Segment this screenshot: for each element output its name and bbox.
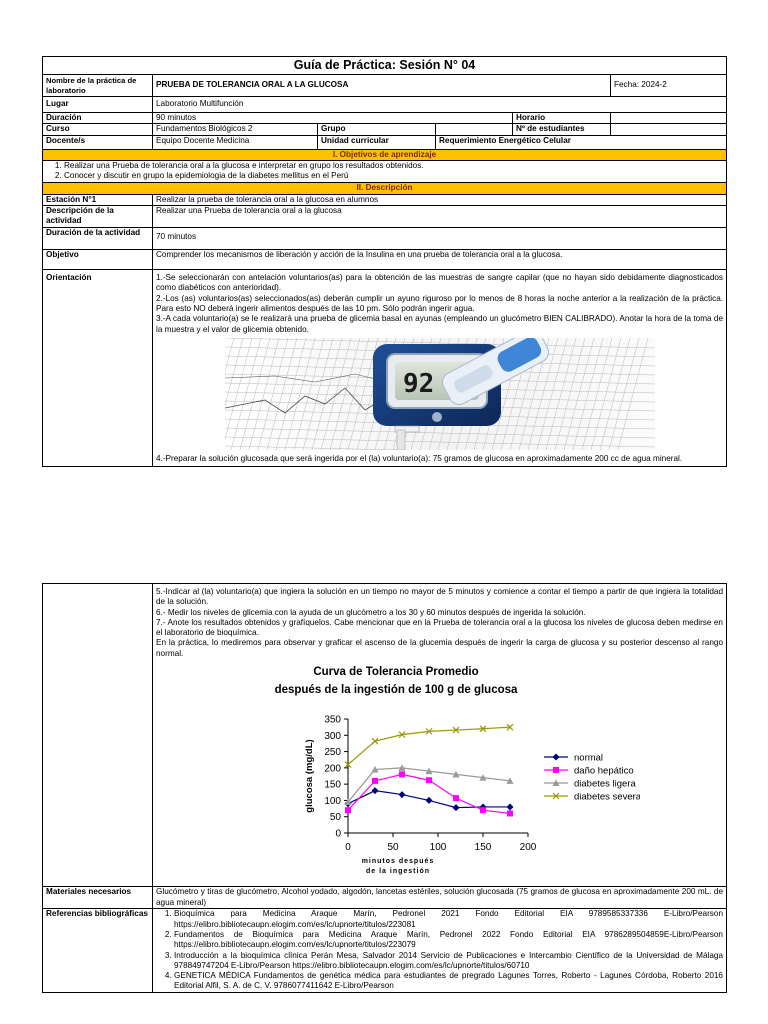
data-point-0 <box>425 797 432 804</box>
nombre-label: Nombre de la práctica de laboratorio <box>43 75 153 97</box>
data-point-1 <box>453 795 459 801</box>
data-point-1 <box>345 807 351 813</box>
materiales-value: Glucómetro y tiras de glucómetro, Alcohol yodado, algodón, lancetas estériles, solución glucosada (75 gramos de glucosa en aproximadamente 200 mL. de agua mineral) <box>153 887 727 909</box>
estacion-value: Realizar la prueba de tolerancia oral a la glucosa en alumnos <box>153 194 727 205</box>
y-tick-label: 150 <box>323 779 341 791</box>
chart-title: Curva de Tolerancia Promedio <box>312 666 479 679</box>
curso-label: Curso <box>43 124 153 135</box>
glucose-chart <box>240 661 640 886</box>
estacion-label: Estación N°1 <box>43 194 153 205</box>
practice-name: PRUEBA DE TOLERANCIA ORAL A LA GLUCOSA <box>153 75 611 97</box>
docente-value: Equipo Docente Medicina <box>153 135 318 149</box>
orientacion-step-3: 3.-A cada voluntario(a) se le realizará una prueba de glicemia basal en ayunas (empleando un glucómetro BIEN CALIBRADO). Anotar la hora de la toma de la muestra y el valor de glicemia obtenido. <box>156 314 724 334</box>
reference-item: 2. Fundamentos de Bioquímica para Medicina Araque Marín, Pedronel 2022 Fondo Editorial EIA 9786289504859E-Libro/Pearson https://elibro.bibliotecaupn.elogim.com/es/lc/upnorte/titulos/223079 <box>174 930 723 951</box>
duracion-label: Duración <box>43 113 153 124</box>
legend-label-0: normal <box>573 752 603 764</box>
y-tick-label: 200 <box>323 763 341 775</box>
legend-label-2: diabetes ligera <box>573 778 636 790</box>
lugar-value: Laboratorio Multifunción <box>153 97 727 113</box>
unidad-label: Unidad curricular <box>318 135 436 149</box>
data-point-1 <box>426 777 432 783</box>
objetivos-list <box>43 160 727 183</box>
duracion-actividad-value: 70 minutos <box>153 228 727 250</box>
lugar-label: Lugar <box>43 97 153 113</box>
practice-guide-table-continued <box>42 583 727 993</box>
data-point-1 <box>372 778 378 784</box>
y-tick-label: 300 <box>323 730 341 742</box>
y-tick-label: 0 <box>334 828 341 840</box>
x-axis-label-line2: de la ingestión <box>365 868 430 876</box>
objetivo-label: Objetivo <box>43 250 153 270</box>
orientacion-step-5: 5.-Indicar al (la) voluntario(a) que ingiera la solución en un tiempo no mayor de 5 minutos y comience a contar el tiempo a partir de que ingiera la totalidad de la solución. <box>156 587 723 607</box>
continued-label <box>43 584 153 887</box>
practice-guide-table <box>42 56 727 467</box>
meter-reading: 92 <box>402 368 434 399</box>
data-point-0 <box>452 804 459 811</box>
x-tick-label: 150 <box>474 842 491 854</box>
x-tick-label: 100 <box>429 842 446 854</box>
data-point-0 <box>371 787 378 794</box>
curso-value: Fundamentos Biológicos 2 <box>153 124 318 135</box>
data-point-1 <box>480 807 486 813</box>
data-point-0 <box>398 791 405 798</box>
objetivo-value: Comprender los mecanismos de liberación y acción de la Insulina en una prueba de tolerancia oral a la glucosa. <box>153 250 727 270</box>
materiales-label: Materiales necesarios <box>43 887 153 909</box>
data-point-1 <box>399 771 405 777</box>
objetivo-item: 2. Conocer y discutir en grupo la epidemiologia de la diabetes mellitus en el Perú <box>64 171 723 181</box>
orientacion-note: En la práctica, lo mediremos para observar y graficar el ascenso de la glucemia después de ingerir la carga de glucosa y su posterior descenso al rango normal. <box>156 638 723 658</box>
descripcion-heading: II. Descripción <box>43 183 727 194</box>
series-line-3 <box>348 727 510 764</box>
data-point-1 <box>507 811 513 817</box>
y-tick-label: 100 <box>323 796 341 808</box>
referencias-label: Referencias bibliográficas <box>43 909 153 992</box>
duracion-value: 90 minutos <box>153 113 513 124</box>
y-tick-label: 350 <box>323 714 341 726</box>
reference-item: 3. Introducción a la bioquímica clínica Perán Mesa, Salvador 2014 Servicio de Publicaciones e Intercambio Científico de la Universidad de Málaga 978849747204 E-Libro/Pearson https://elibro.bibliotecaupn.elogim.com/es/lc/upnorte/titulos/60710 <box>174 951 723 972</box>
actividad-value: Realizar una Prueba de tolerancia oral a la glucosa <box>153 206 727 228</box>
reference-item: 4. GENETICA MÉDICA Fundamentos de genética médica para estudiantes de pregrado Lagunes Torres, Roberto - Lagunes Córdoba, Roberto 2016 Editorial Alfil, S. A. de C. V. 9786077411642 E-Libro/Pearson <box>174 971 723 992</box>
legend-marker-1 <box>553 767 559 773</box>
estudiantes-label: Nº de estudiantes <box>513 124 611 135</box>
orientacion-label: Orientación <box>43 270 153 467</box>
y-tick-label: 50 <box>329 812 341 824</box>
orientacion-step-6: 6.- Medir los niveles de glicemia con la ayuda de un glucómetro a los 30 y 60 minutos después de ingerida la solución. <box>156 607 586 617</box>
duracion-actividad-label: Duración de la actividad <box>43 228 153 250</box>
data-point-0 <box>506 804 513 811</box>
x-tick-label: 50 <box>386 842 399 854</box>
actividad-label: Descripción de la actividad <box>43 206 153 228</box>
horario-label: Horario <box>513 113 611 124</box>
orientacion-step-4: 4.-Preparar la solución glucosada que será ingerida por el (la) voluntario(a): 75 gramos de glucosa en aproximadamente 200 cc de agua mineral. <box>156 453 683 463</box>
legend-label-1: daño hepático <box>573 765 634 777</box>
referencias-list <box>153 909 727 992</box>
orientacion-content <box>153 270 727 467</box>
page-title: Guía de Práctica: Sesión N° 04 <box>43 57 727 75</box>
fecha: Fecha: 2024-2 <box>611 75 727 97</box>
horario-value <box>611 113 727 124</box>
glucometer-illustration <box>225 338 655 450</box>
reference-item: 1. Bioquímica para Medicina Araque Marín, Pedronel 2021 Fondo Editorial EIA 9789585337336 E-Libro/Pearson https://elibro.bibliotecaupn.elogim.com/es/lc/upnorte/titulos/223081 <box>174 909 723 930</box>
legend-label-3: diabetes severa <box>573 791 640 803</box>
x-tick-label: 0 <box>344 842 351 854</box>
orientacion-continued <box>153 584 727 887</box>
objetivos-heading: I. Objetivos de aprendizaje <box>43 149 727 160</box>
glucometer-photo <box>225 338 655 450</box>
x-axis-label: minutos después <box>361 858 434 866</box>
grupo-value <box>436 124 513 135</box>
chart-subtitle: después de la ingestión de 100 g de glucosa <box>274 684 517 697</box>
orientacion-step-7: 7.- Anote los resultados obtenidos y grafíquelos. Cabe mencionar que en la Prueba de tolerancia oral a la glucosa los niveles de glucosa deben medirse en el laboratorio de bioquímica. <box>156 617 723 638</box>
legend-marker-0 <box>552 754 559 761</box>
y-tick-label: 250 <box>323 747 341 759</box>
grupo-label: Grupo <box>318 124 436 135</box>
y-axis-label: glucosa (mg/dL) <box>303 739 315 813</box>
glucose-curve-chart <box>240 661 640 883</box>
estudiantes-value <box>611 124 727 135</box>
objetivo-item: 1. Realizar una Prueba de tolerancia oral a la glucosa e interpretar en grupo los resultados obtenidos. <box>64 161 723 171</box>
x-tick-label: 200 <box>519 842 536 854</box>
unidad-value: Requerimiento Energético Celular <box>436 135 727 149</box>
orientacion-step-2: 2.-Los (as) voluntarios(as) seleccionados(as) deberán cumplir un ayuno riguroso por lo menos de 8 horas la noche anterior a la realización de la práctica. Para esto NO deberá ingerir alimentos después de las 10 pm. Sólo podrán ingerir agua. <box>156 293 724 313</box>
docente-label: Docente/s <box>43 135 153 149</box>
orientacion-step-1: 1.-Se seleccionarán con antelación voluntarios(as) para la obtención de las muestras de sangre capilar (que no hayan sido debidamente diagnosticados como diabéticos con anterioridad). <box>156 273 724 293</box>
